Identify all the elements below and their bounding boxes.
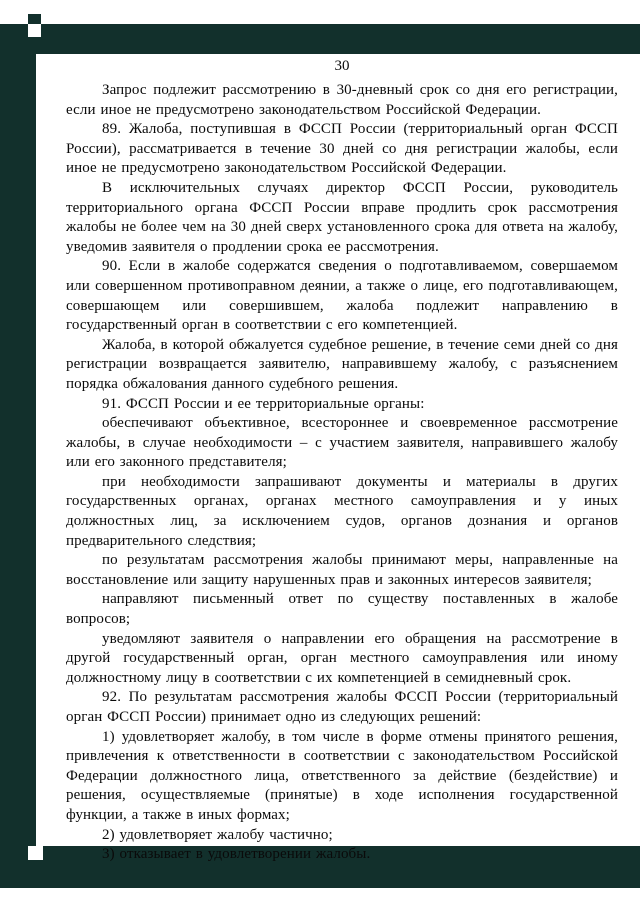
paragraph: 3) отказывает в удовлетворении жалобы. bbox=[102, 846, 371, 863]
paragraph: 91. ФССП России и ее территориальные органы: bbox=[102, 395, 425, 412]
paragraph: уведомляют заявителя о направлении его обращения на рассмотрение в другой государственный орган, орган местного самоуправления или иному должностному лицу в соответствии с их компетенцией в семидневный срок. bbox=[66, 630, 618, 686]
paragraph: обеспечивают объективное, всестороннее и своевременное рассмотрение жалобы, в случае необходимости – с участием заявителя, направившего жалобу или его законного представителя; bbox=[66, 415, 618, 471]
paragraph: 2) удовлетворяет жалобу частично; bbox=[102, 826, 333, 843]
document-body bbox=[66, 58, 618, 865]
paragraph: 90. Если в жалобе содержатся сведения о подготавливаемом, совершаемом или совершенном противоправном деянии, а также о лице, его подготавливающем, совершающем или совершившем, жалоба подлежит направлению в государственный орган в соответствии с его компетенцией. bbox=[66, 258, 618, 334]
scan-border-top bbox=[0, 24, 640, 54]
page-number: 30 bbox=[334, 58, 350, 74]
scan-notch-top bbox=[28, 24, 41, 37]
paragraph: 1) удовлетворяет жалобу, в том числе в форме отмены принятого решения, привлечения к ответственности в соответствии с законодательством Российской Федерации должностного лица, ответственного за действие (бездействие) и решения, осуществляемые (принятые) в ходе исполнения государственной функции, а также в иных формах; bbox=[66, 728, 618, 823]
paragraph: 92. По результатам рассмотрения жалобы ФССП России (территориальный орган ФССП России) принимает одно из следующих решений: bbox=[66, 689, 618, 725]
scan-border-left bbox=[0, 24, 36, 888]
paragraph: направляют письменный ответ по существу поставленных в жалобе вопросов; bbox=[66, 591, 618, 628]
paragraph: при необходимости запрашивают документы и материалы в других государственных органах, органах местного самоуправления и у иных должностных лиц, за исключением судов, органов дознания и органов предварительного следствия; bbox=[66, 473, 618, 549]
scan-notch-bottom bbox=[28, 846, 43, 860]
paragraph: 89. Жалоба, поступившая в ФССП России (территориальный орган ФССП России), рассматривается в течение 30 дней со дня регистрации жалобы, если иное не предусмотрено законодательством Российской Федерации. bbox=[66, 121, 618, 177]
paragraph: по результатам рассмотрения жалобы принимают меры, направленные на восстановление или защиту нарушенных прав и законных интересов заявителя; bbox=[66, 552, 618, 588]
paragraph: В исключительных случаях директор ФССП России, руководитель территориального органа ФССП России вправе продлить срок рассмотрения жалобы не более чем на 30 дней сверх установленного срока для ответа на жалобу, уведомив заявителя о продлении срока ее рассмотрения. bbox=[66, 179, 618, 255]
scan-border-step bbox=[28, 14, 41, 24]
paragraph: Запрос подлежит рассмотрению в 30-дневный срок со дня его регистрации, если иное не предусмотрено законодательством Российской Федерации. bbox=[66, 82, 618, 118]
paragraph: Жалоба, в которой обжалуется судебное решение, в течение семи дней со дня регистрации возвращается заявителю, направившему жалобу, с разъяснением порядка обжалования данного судебного решения. bbox=[66, 336, 618, 392]
